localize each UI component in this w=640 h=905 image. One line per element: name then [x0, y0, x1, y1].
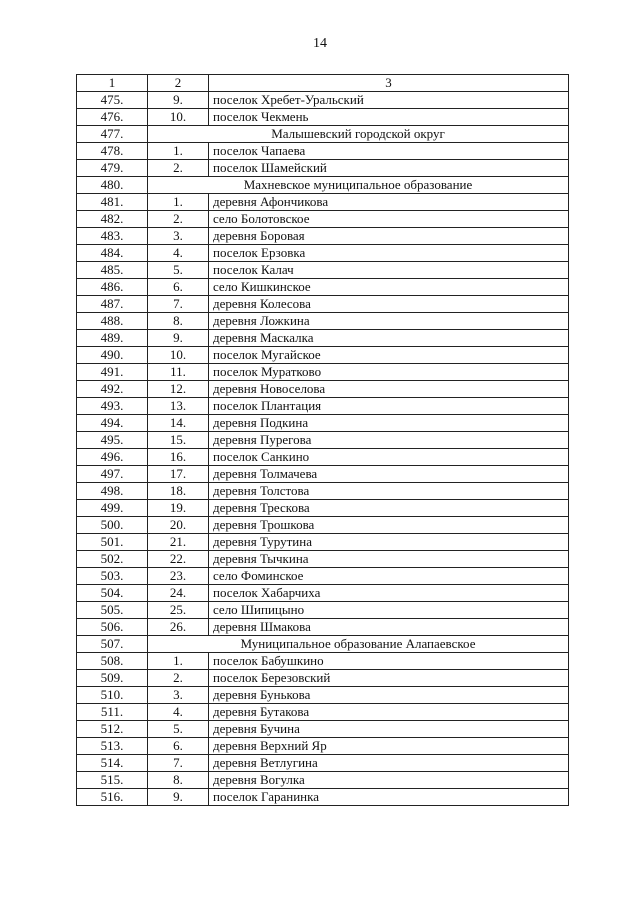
sub-number: 9. [148, 92, 209, 109]
row-number: 492. [77, 381, 148, 398]
row-number: 479. [77, 160, 148, 177]
settlement-name: поселок Мугайское [209, 347, 569, 364]
table-row [77, 704, 569, 721]
settlement-name: деревня Новоселова [209, 381, 569, 398]
row-number: 480. [77, 177, 148, 194]
row-number: 513. [77, 738, 148, 755]
row-number: 482. [77, 211, 148, 228]
settlement-name: село Кишкинское [209, 279, 569, 296]
settlement-name: деревня Трескова [209, 500, 569, 517]
settlement-name: поселок Бабушкино [209, 653, 569, 670]
sub-number: 7. [148, 755, 209, 772]
row-number: 511. [77, 704, 148, 721]
table-row [77, 194, 569, 211]
settlement-name: деревня Вогулка [209, 772, 569, 789]
table-row [77, 92, 569, 109]
table-row [77, 721, 569, 738]
table-row [77, 602, 569, 619]
settlement-name: село Болотовское [209, 211, 569, 228]
row-number: 494. [77, 415, 148, 432]
table-row [77, 738, 569, 755]
settlement-name: поселок Калач [209, 262, 569, 279]
settlement-name: поселок Чапаева [209, 143, 569, 160]
sub-number: 5. [148, 262, 209, 279]
table-row [77, 670, 569, 687]
row-number: 488. [77, 313, 148, 330]
settlement-name: поселок Хребет-Уральский [209, 92, 569, 109]
settlement-name: деревня Толмачева [209, 466, 569, 483]
row-number: 491. [77, 364, 148, 381]
table-row [77, 432, 569, 449]
table-row [77, 755, 569, 772]
sub-number: 9. [148, 330, 209, 347]
row-number: 496. [77, 449, 148, 466]
table-header-row [77, 75, 569, 92]
sub-number: 22. [148, 551, 209, 568]
settlement-name: село Фоминское [209, 568, 569, 585]
sub-number: 16. [148, 449, 209, 466]
settlement-name: деревня Тычкина [209, 551, 569, 568]
row-number: 504. [77, 585, 148, 602]
table-row [77, 483, 569, 500]
table-row [77, 381, 569, 398]
row-number: 509. [77, 670, 148, 687]
row-number: 499. [77, 500, 148, 517]
table-row [77, 619, 569, 636]
settlement-name: деревня Турутина [209, 534, 569, 551]
table-row [77, 279, 569, 296]
table-row [77, 585, 569, 602]
sub-number: 10. [148, 347, 209, 364]
settlement-name: поселок Гаранинка [209, 789, 569, 806]
row-number: 506. [77, 619, 148, 636]
row-number: 514. [77, 755, 148, 772]
sub-number: 13. [148, 398, 209, 415]
sub-number: 11. [148, 364, 209, 381]
row-number: 500. [77, 517, 148, 534]
table-row [77, 313, 569, 330]
settlement-name: поселок Березовский [209, 670, 569, 687]
sub-number: 6. [148, 279, 209, 296]
table-row [77, 687, 569, 704]
sub-number: 2. [148, 670, 209, 687]
sub-number: 24. [148, 585, 209, 602]
settlement-name: поселок Муратково [209, 364, 569, 381]
row-number: 508. [77, 653, 148, 670]
page-number: 14 [313, 36, 327, 51]
sub-number: 12. [148, 381, 209, 398]
table-row [77, 347, 569, 364]
row-number: 489. [77, 330, 148, 347]
sub-number: 15. [148, 432, 209, 449]
settlement-name: поселок Шамейский [209, 160, 569, 177]
sub-number: 1. [148, 194, 209, 211]
row-number: 493. [77, 398, 148, 415]
row-number: 483. [77, 228, 148, 245]
row-number: 507. [77, 636, 148, 653]
table-row [77, 228, 569, 245]
row-number: 478. [77, 143, 148, 160]
sub-number: 18. [148, 483, 209, 500]
sub-number: 21. [148, 534, 209, 551]
settlement-name: деревня Шмакова [209, 619, 569, 636]
row-number: 505. [77, 602, 148, 619]
table-group-row [77, 177, 569, 194]
sub-number: 3. [148, 228, 209, 245]
row-number: 516. [77, 789, 148, 806]
table-row [77, 449, 569, 466]
sub-number: 9. [148, 789, 209, 806]
table-row [77, 551, 569, 568]
settlement-name: деревня Ветлугина [209, 755, 569, 772]
row-number: 481. [77, 194, 148, 211]
sub-number: 19. [148, 500, 209, 517]
row-number: 490. [77, 347, 148, 364]
sub-number: 17. [148, 466, 209, 483]
settlement-name: деревня Пурегова [209, 432, 569, 449]
sub-number: 2. [148, 211, 209, 228]
row-number: 510. [77, 687, 148, 704]
sub-number: 7. [148, 296, 209, 313]
sub-number: 1. [148, 143, 209, 160]
row-number: 475. [77, 92, 148, 109]
settlement-name: деревня Подкина [209, 415, 569, 432]
table-group-row [77, 126, 569, 143]
table-row [77, 772, 569, 789]
sub-number: 10. [148, 109, 209, 126]
table-row [77, 262, 569, 279]
table-row [77, 568, 569, 585]
row-number: 497. [77, 466, 148, 483]
sub-number: 25. [148, 602, 209, 619]
sub-number: 14. [148, 415, 209, 432]
row-number: 477. [77, 126, 148, 143]
table-row [77, 143, 569, 160]
row-number: 484. [77, 245, 148, 262]
column-header-2: 2 [148, 75, 209, 92]
sub-number: 8. [148, 313, 209, 330]
row-number: 515. [77, 772, 148, 789]
settlements-table [76, 74, 569, 806]
table-row [77, 160, 569, 177]
settlement-name: деревня Толстова [209, 483, 569, 500]
table-row [77, 211, 569, 228]
sub-number: 4. [148, 245, 209, 262]
table-row [77, 398, 569, 415]
sub-number: 8. [148, 772, 209, 789]
sub-number: 1. [148, 653, 209, 670]
table-row [77, 245, 569, 262]
sub-number: 2. [148, 160, 209, 177]
row-number: 502. [77, 551, 148, 568]
row-number: 485. [77, 262, 148, 279]
settlement-name: село Шипицыно [209, 602, 569, 619]
sub-number: 23. [148, 568, 209, 585]
row-number: 486. [77, 279, 148, 296]
table-row [77, 330, 569, 347]
table-row [77, 466, 569, 483]
row-number: 487. [77, 296, 148, 313]
settlement-name: деревня Ложкина [209, 313, 569, 330]
row-number: 501. [77, 534, 148, 551]
sub-number: 26. [148, 619, 209, 636]
table-body [77, 75, 569, 806]
row-number: 503. [77, 568, 148, 585]
column-header-1: 1 [77, 75, 148, 92]
settlement-name: поселок Хабарчиха [209, 585, 569, 602]
row-number: 512. [77, 721, 148, 738]
table-row [77, 296, 569, 313]
sub-number: 6. [148, 738, 209, 755]
settlement-name: деревня Верхний Яр [209, 738, 569, 755]
row-number: 495. [77, 432, 148, 449]
sub-number: 3. [148, 687, 209, 704]
settlement-name: деревня Бутакова [209, 704, 569, 721]
settlement-name: деревня Маскалка [209, 330, 569, 347]
municipality-title: Муниципальное образование Алапаевское [148, 636, 569, 653]
table-row [77, 653, 569, 670]
settlement-name: деревня Колесова [209, 296, 569, 313]
settlement-name: деревня Трошкова [209, 517, 569, 534]
sub-number: 4. [148, 704, 209, 721]
settlement-name: поселок Санкино [209, 449, 569, 466]
table-row [77, 500, 569, 517]
settlement-name: поселок Чекмень [209, 109, 569, 126]
table-row [77, 415, 569, 432]
table-group-row [77, 636, 569, 653]
sub-number: 20. [148, 517, 209, 534]
settlement-name: деревня Бучина [209, 721, 569, 738]
row-number: 476. [77, 109, 148, 126]
table-row [77, 517, 569, 534]
table-row [77, 789, 569, 806]
settlement-name: поселок Плантация [209, 398, 569, 415]
settlement-name: деревня Афончикова [209, 194, 569, 211]
column-header-3: 3 [209, 75, 569, 92]
table-row [77, 364, 569, 381]
sub-number: 5. [148, 721, 209, 738]
municipality-title: Махневское муниципальное образование [148, 177, 569, 194]
settlement-name: деревня Боровая [209, 228, 569, 245]
settlement-name: поселок Ерзовка [209, 245, 569, 262]
table-row [77, 534, 569, 551]
municipality-title: Малышевский городской округ [148, 126, 569, 143]
row-number: 498. [77, 483, 148, 500]
table-row [77, 109, 569, 126]
settlement-name: деревня Бунькова [209, 687, 569, 704]
